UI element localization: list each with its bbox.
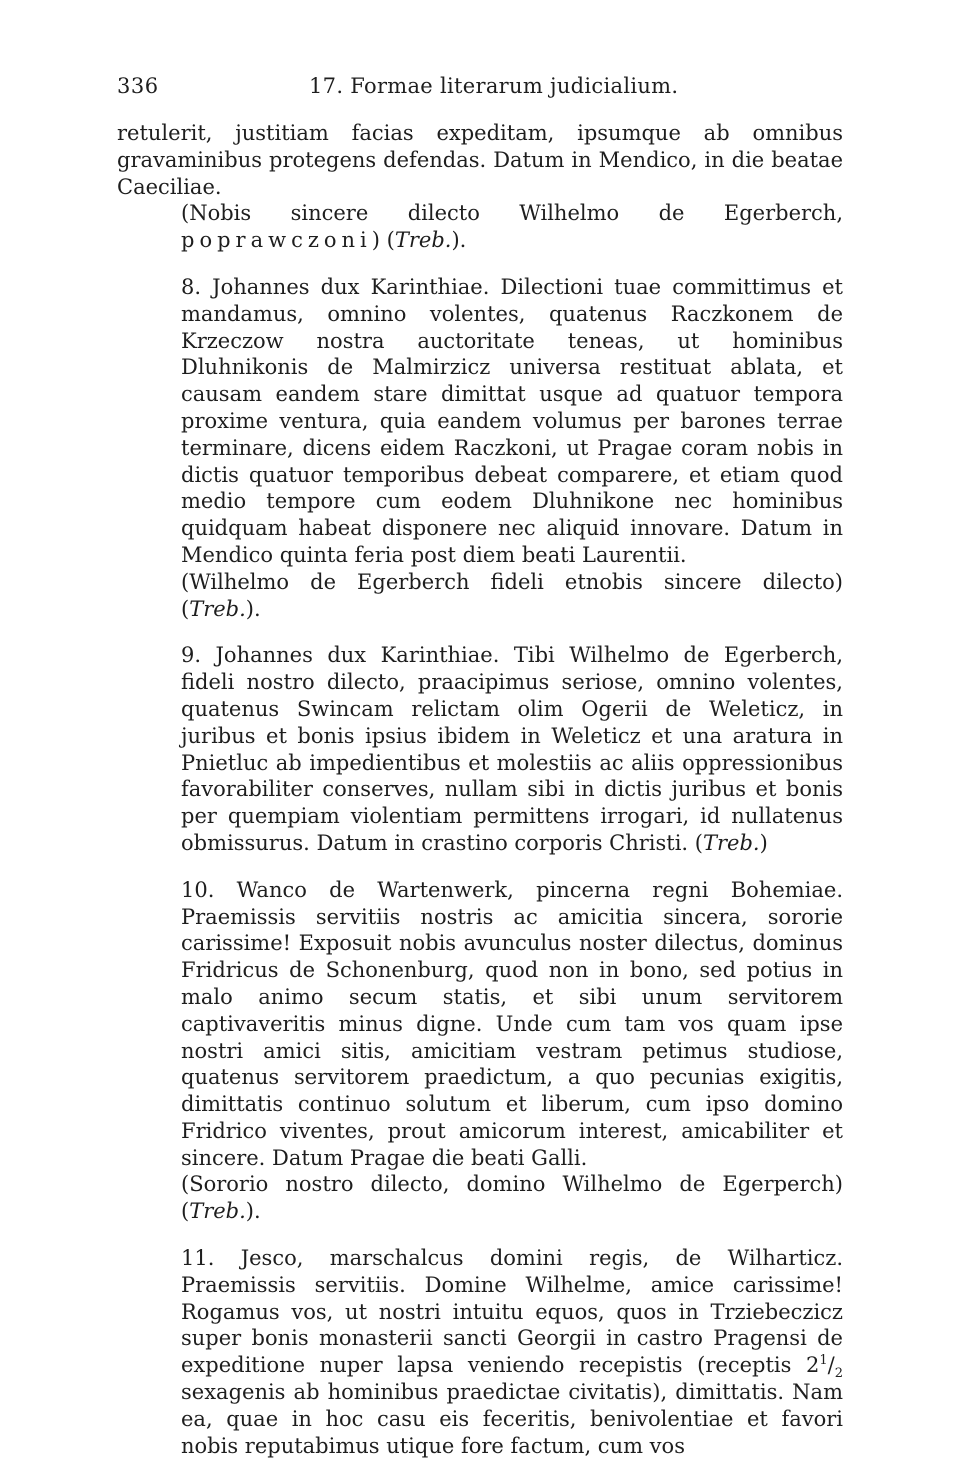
source-close: ). bbox=[245, 596, 261, 621]
source-close: ) bbox=[759, 830, 768, 855]
page-number: 336 bbox=[117, 74, 159, 98]
paragraph-text: 11. Jesco, marschalcus domini regis, de Wilharticz. Praemissis servitiis. Domine Wilhelme, amice carissime! Rogamus vos, ut nostri intuitu equos, quos in Trziebeczicz super bonis monasterii sancti Georgii in castro Pragensi de expeditione nuper lapsa veniendo recepistis (receptis 2 bbox=[181, 1246, 843, 1378]
addressee-close: ) bbox=[371, 228, 380, 253]
addressee-text: (Wilhelmo de Egerberch fideli etnobis sincere dilecto) ( bbox=[181, 569, 843, 621]
running-title: 17. Formae literarum judicialium. bbox=[309, 74, 679, 98]
paragraph-9 bbox=[117, 642, 843, 856]
source-abbreviation: Treb. bbox=[703, 830, 760, 855]
paragraph-text: 8. Johannes dux Karinthiae. Dilectioni tuae committimus et mandamus, omnino volentes, quatenus Raczkonem de Krzeczow nostra auctoritate teneas, ut hominibus Dluhnikonis de Malmirzicz universa restituat ablata, et causam eandem stare dimittat usque ad quatuor tempora proxime ventura, quia eandem volumus per barones terrae terminare, dicens eidem Raczkoni, ut Pragae coram nobis in dictis quatuor temporibus debeat comparere, et etiam quod medio tempore cum eodem Dluhnikone nec hominibus quidquam habeat disponere nec aliquid innovare. Datum in Mendico quinta feria post diem beati Laurentii. bbox=[181, 274, 843, 567]
paragraph-8 bbox=[117, 274, 843, 569]
addressee-line bbox=[117, 1171, 843, 1225]
source-abbreviation: Treb. bbox=[394, 228, 452, 253]
paragraph-11 bbox=[117, 1245, 843, 1459]
fraction-slash: / bbox=[827, 1353, 835, 1378]
paragraph-text-continued: sexagenis ab hominibus praedictae civitatis), dimittatis. Nam ea, quae in hoc casu eis feceritis, benivolentiae et favori nobis reputabimus utique fore factum, cum vos bbox=[181, 1380, 843, 1458]
source-abbreviation: Treb. bbox=[189, 596, 246, 621]
paragraph-7-end bbox=[117, 120, 843, 200]
addressee-text: (Nobis sincere dilecto Wilhelmo de Egerberch, bbox=[181, 201, 843, 226]
paragraph-10 bbox=[117, 877, 843, 1172]
source-abbreviation: Treb. bbox=[189, 1199, 246, 1224]
paragraph-text: 9. Johannes dux Karinthiae. Tibi Wilhelmo de Egerberch, fideli nostro dilecto, praacipimus seriose, omnino volentes, quatenus Swincam relictam olim Ogerii de Weleticz, in juribus et bonis ipsius ibidem in Weleticz et una aratura in Pnietluc ab impedientibus et molestiis ac aliis oppressionibus favorabiliter conserves, nullam sibi in dictis juribus et bonis per quempiam violentiam permittens irrogari, id nullatenus obmissurus. Datum in crastino corporis Christi. bbox=[181, 643, 843, 855]
source-close: ). bbox=[245, 1199, 261, 1224]
document-body bbox=[117, 120, 843, 1459]
addressee-text: (Sororio nostro dilecto, domino Wilhelmo de Egerperch) ( bbox=[181, 1172, 843, 1224]
source-open: ( bbox=[694, 830, 703, 855]
paragraph-text: 10. Wanco de Wartenwerk, pincerna regni Bohemiae. Praemissis servitiis nostris ac amicitia sincera, sororie carissime! Exposuit nobis avunculus noster dilectus, dominus Fridricus de Schonenburg, quod non in bono, sed potius in malo animo secum statis, et sibi unum servitorem captivaveritis minus digne. Unde cum tam vos quam ipse nostri amici sitis, amicitiam vestram petimus studiose, quatenus servitorem praedictum, a quo pecunias exigitis, dimittatis continuo solutum et liberum, cum ipso domino Fridrico viventes, prout amicorum interest, amicabiliter et sincere. Datum Pragae die beati Galli. bbox=[181, 877, 843, 1170]
paragraph-text: retulerit, justitiam facias expeditam, ipsumque ab omnibus gravaminibus protegens defendas. Datum in Mendico, in die beatae Caeciliae. bbox=[117, 121, 843, 199]
addressee-line bbox=[117, 569, 843, 623]
addressee-line bbox=[117, 200, 843, 254]
source-close: ). bbox=[451, 228, 467, 253]
addressee-spaced-word: poprawczoni bbox=[181, 228, 372, 253]
source-open: ( bbox=[386, 228, 395, 253]
page-header bbox=[117, 68, 843, 104]
fraction-numerator: 1 bbox=[819, 1353, 828, 1369]
fraction-denominator: 2 bbox=[834, 1366, 843, 1382]
